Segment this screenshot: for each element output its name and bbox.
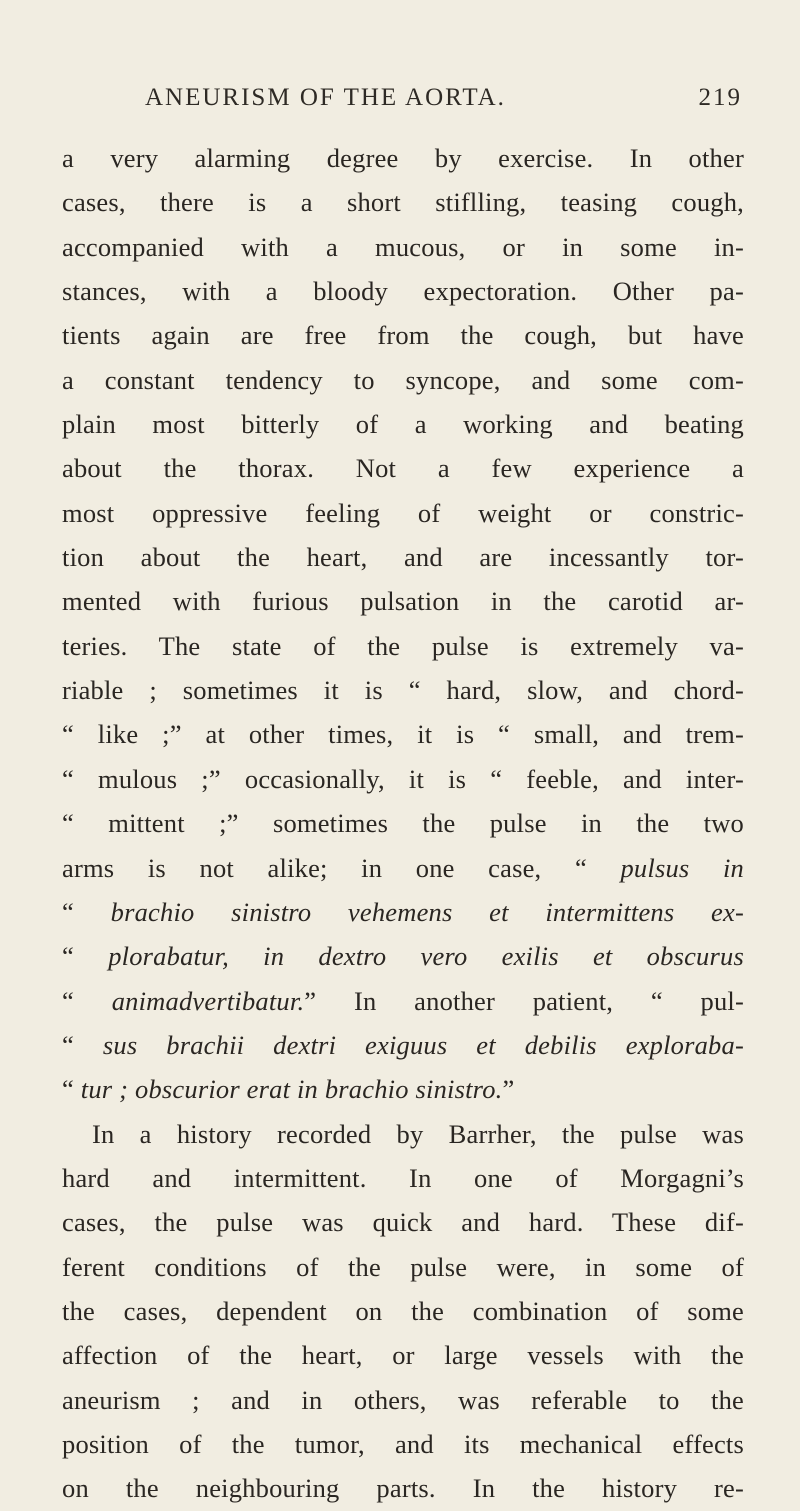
quote-mark: “ — [62, 1029, 103, 1060]
text-line: most oppressive feeling of weight or constric- — [62, 497, 744, 528]
text-line: cases, the pulse was quick and hard. These dif- — [62, 1207, 744, 1238]
quote-mark: “ — [62, 941, 109, 972]
quote-mark: “ — [62, 985, 112, 1016]
text-line: tients again are free from the cough, but have — [62, 320, 744, 351]
latin-quotation: brachio sinistro vehemens et intermittens ex- — [110, 896, 744, 927]
text-line: riable ; sometimes it is “ hard, slow, and chord- — [62, 675, 744, 706]
text-line: affection of the heart, or large vessels with the — [62, 1340, 744, 1371]
text-line: In a history recorded by Barrher, the pulse was — [92, 1118, 744, 1149]
quote-mark: arms is not alike; in one case, “ — [62, 852, 621, 883]
text-line — [62, 1023, 744, 1067]
text-line — [62, 890, 744, 934]
text-line: accompanied with a mucous, or in some in- — [62, 231, 744, 262]
text-line — [62, 846, 744, 890]
text-line — [62, 934, 744, 978]
text-fragment: ” — [502, 1074, 515, 1105]
quote-mark: “ — [62, 1074, 81, 1105]
page-number: 219 — [698, 84, 742, 111]
text-line: the cases, dependent on the combination of some — [62, 1295, 744, 1326]
text-line: on the neighbouring parts. In the history re- — [62, 1473, 744, 1504]
latin-quotation: plorabatur, in dextro vero exilis et obscurus — [108, 941, 744, 972]
text-line: “ mulous ;” occasionally, it is “ feeble, and inter- — [62, 763, 744, 794]
text-line: a constant tendency to syncope, and some com- — [62, 364, 744, 395]
text-line — [62, 1067, 744, 1111]
latin-quotation: pulsus in — [620, 852, 744, 883]
text-line: tion about the heart, and are incessantly tor- — [62, 542, 744, 573]
text-line: “ mittent ;” sometimes the pulse in the two — [62, 808, 744, 839]
text-line: mented with furious pulsation in the carotid ar- — [62, 586, 744, 617]
text-line: position of the tumor, and its mechanical effects — [62, 1428, 744, 1459]
latin-quotation: tur ; obscurior erat in brachio sinistro. — [80, 1074, 503, 1105]
text-line: cases, there is a short stiflling, teasing cough, — [62, 187, 744, 218]
text-line: “ like ;” at other times, it is “ small, and trem- — [62, 719, 744, 750]
text-line: stances, with a bloody expectoration. Other pa- — [62, 276, 744, 307]
text-line: aneurism ; and in others, was referable to the — [62, 1384, 744, 1415]
text-line: about the thorax. Not a few experience a — [62, 453, 744, 484]
text-fragment: ” In another patient, “ pul- — [304, 985, 744, 1016]
text-line: teries. The state of the pulse is extremely va- — [62, 630, 744, 661]
text-line: a very alarming degree by exercise. In other — [62, 143, 744, 173]
latin-quotation: sus brachii dextri exiguus et debilis exploraba- — [102, 1029, 744, 1060]
text-line: ferent conditions of the pulse were, in some of — [62, 1251, 744, 1282]
text-line: hard and intermittent. In one of Morgagni’s — [62, 1162, 744, 1193]
latin-quotation: animadvertibatur. — [111, 985, 305, 1016]
body-text — [62, 136, 744, 1511]
running-head-title: ANEURISM OF THE AORTA. — [145, 84, 506, 111]
quote-mark: “ — [62, 896, 111, 927]
text-line — [62, 979, 744, 1023]
text-line: plain most bitterly of a working and beating — [62, 409, 744, 440]
running-head — [145, 84, 742, 120]
